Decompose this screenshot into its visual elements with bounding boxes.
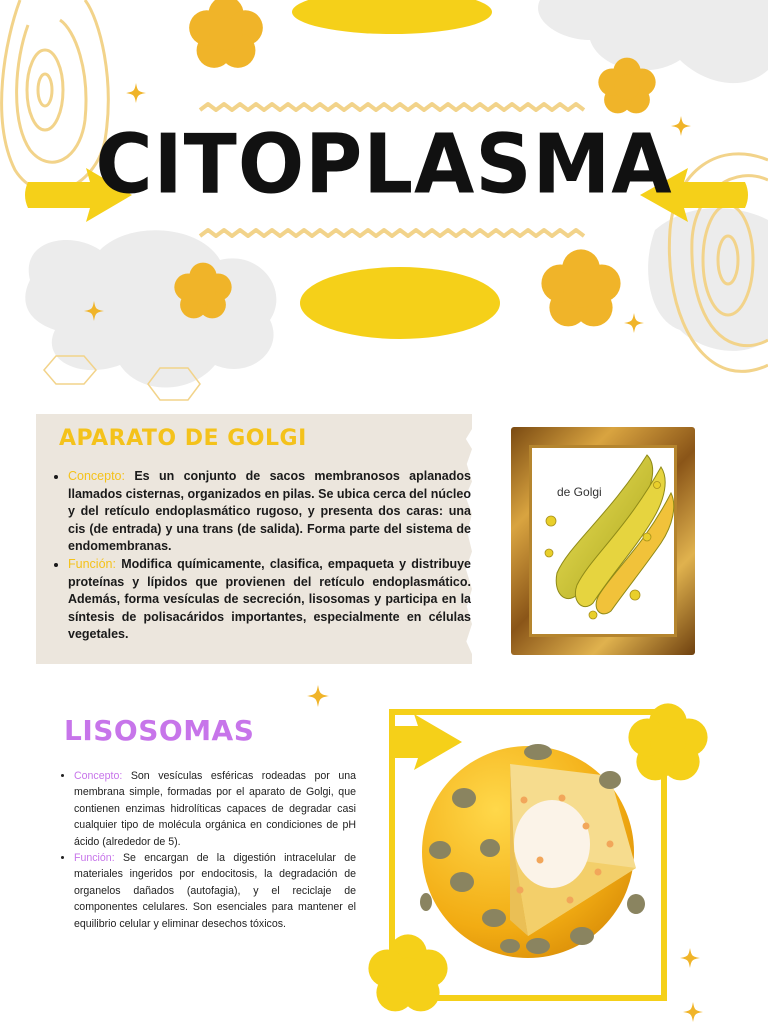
list-item [74,850,356,932]
lisosomas-function-label: Función: [74,852,115,865]
list-item [68,556,471,644]
yellow-oval-top [292,0,492,34]
golgi-picture-frame [511,427,695,655]
golgi-heading: APARATO DE GOLGI [59,426,307,451]
golgi-function-text: Modifica químicamente, clasifica, empaqueta y distribuye proteínas y lípidos que provienen del retículo endoplasmático. Además, forma vesículas de secreción, lisosomas y participa en la síntesis de polisacáridos importantes, especialmente en células vegetales. [68,556,472,642]
flower-icon [189,0,263,68]
golgi-image [529,445,677,637]
list-item [68,468,471,556]
golgi-list [52,468,471,644]
golgi-function-label: Función: [68,556,116,571]
lisosoma-illustration [410,740,650,960]
lisosomas-concept-label: Concepto: [74,770,123,782]
golgi-image-caption: de Golgi [557,485,602,499]
golgi-illustration [529,445,677,637]
sparkle-icon [307,685,329,707]
sparkle-icon [680,948,700,968]
lisosomas-list [58,768,356,932]
flower-icon [541,249,620,326]
lisosomas-concept-text: Son vesículas esféricas rodeadas por una membrana simple, formadas por el aparato de Golgi, que contienen enzimas hidrolíticas capaces de degradar casi cualquier tipo de molécula orgánica en condiciones de pH ácido (alrededor de 5). [74,770,356,848]
lisosomas-heading: LISOSOMAS [64,714,255,747]
lisosomas-function-text: Se encargan de la digestión intracelular de materiales ingeridos por endocitosis, la degradación de organelos dañados (autofagia), y el reciclaje de componentes celulares. Son esenciales para mantener el equilibrio celular y eliminar desechos tóxicos. [74,852,356,930]
page-title: CITOPLASMA [95,117,673,213]
sparkle-icon [126,83,146,103]
sparkle-icon [683,1002,703,1022]
yellow-oval-mid [300,267,500,339]
sparkle-icon [624,313,644,333]
list-item [74,768,356,850]
golgi-concept-text: Es un conjunto de sacos membranosos aplanados llamados cisternas, organizados en pilas. Se ubica cerca del núcleo y del retículo endoplasmático rugoso, y presenta dos caras: una cis (de entrada) y una trans (de salida). Forma parte del sistema de endomembranas. [68,469,471,554]
golgi-concept-label: Concepto: [68,469,125,483]
